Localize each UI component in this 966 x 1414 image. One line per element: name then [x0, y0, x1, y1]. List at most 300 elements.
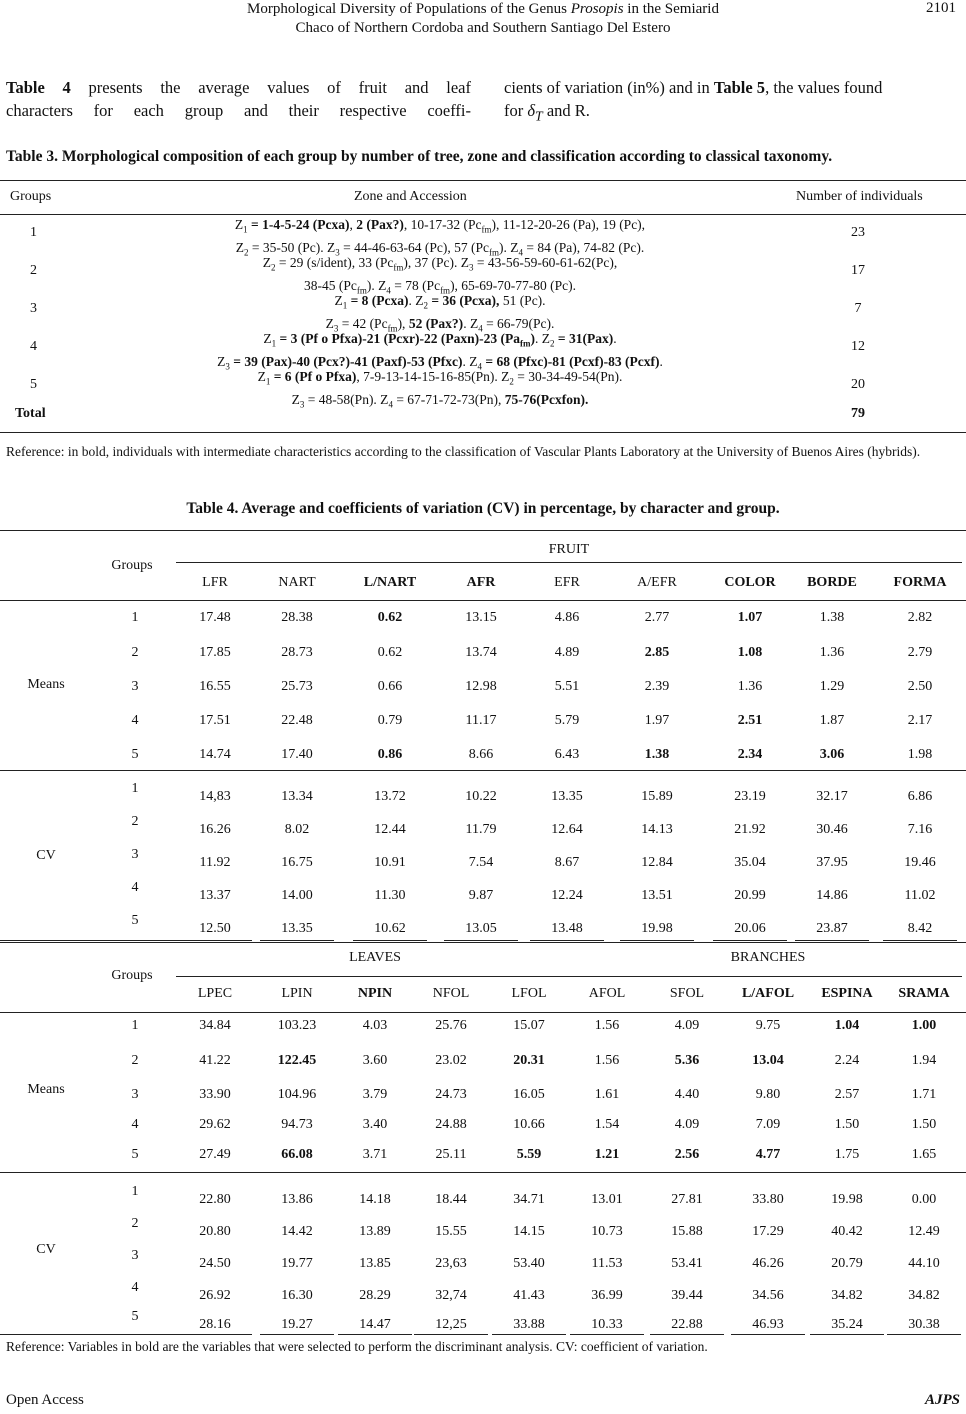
- zone-segment: 38-45 (Pc: [303, 277, 357, 293]
- table4-bottom-rule-segment: [713, 940, 787, 941]
- table4-col-header: EFR: [554, 575, 580, 590]
- table3-header-zone: Zone and Accession: [354, 189, 467, 204]
- table4-leaves: [0, 942, 966, 1334]
- table4-bottom-rule-segment: [0, 1334, 252, 1335]
- intro-right-column: [504, 76, 962, 127]
- table4-cv-cell: 23,63: [435, 1256, 467, 1271]
- table4-mean-cell: 6.43: [554, 747, 580, 762]
- table4-group-number: 5: [131, 1309, 139, 1324]
- zone-segment: = 84 (Pa), 74-82 (Pc).: [523, 239, 645, 255]
- table4-bottom-rule-segment: [414, 1334, 488, 1335]
- page-number: 2101: [926, 0, 956, 16]
- table4-cv-cell: 19.98: [641, 921, 673, 936]
- table4-mean-cell: 103.23: [277, 1018, 317, 1033]
- table4-group-number: 3: [131, 1248, 139, 1263]
- table4-col-header: L/AFOL: [741, 986, 795, 1001]
- table4-cv-cell: 13.85: [359, 1256, 391, 1271]
- zone-segment: Z: [234, 217, 244, 232]
- table4-header-rule: [0, 1012, 966, 1013]
- table4-cv-cell: 19.98: [831, 1192, 863, 1207]
- table4-cv-cell: 14.13: [641, 822, 673, 837]
- table4-mean-cell: 0.62: [377, 610, 403, 625]
- table4-group-number: 4: [131, 1280, 139, 1295]
- table4-mean-cell: 3.60: [362, 1053, 388, 1068]
- table3-zone-line: [80, 368, 800, 391]
- table4-cv-cell: 19.27: [281, 1317, 313, 1332]
- zone-segment: . Z: [535, 331, 551, 346]
- zone-subscript: 4: [478, 323, 483, 334]
- table4-leaves-section: LEAVES: [349, 950, 401, 965]
- table4-mean-cell: 4.09: [674, 1117, 700, 1132]
- table4-mean-cell: 28.73: [281, 645, 313, 660]
- table4-cv-cell: 46.93: [752, 1317, 784, 1332]
- table4-cv-cell: 13.51: [641, 888, 673, 903]
- zone-subscript: 3: [299, 399, 305, 410]
- table4-cv-cell: 8.67: [554, 855, 580, 870]
- zone-segment: Z: [262, 255, 272, 270]
- running-title-line1: Morphological Diversity of Populations of the Genus Prosopis in the Semiarid: [247, 1, 719, 17]
- table4-cv-cell: 9.87: [468, 888, 494, 903]
- table4-mean-cell: 0.62: [377, 645, 403, 660]
- table4-mean-cell: 17.48: [199, 610, 231, 625]
- table4-mean-cell: 2.39: [644, 679, 670, 694]
- table4-mean-cell: 27.49: [199, 1147, 231, 1162]
- zone-subscript: 2: [550, 338, 555, 349]
- table4-mean-cell: 28.38: [281, 610, 313, 625]
- table4-cv-cell: 19.46: [904, 855, 936, 870]
- table4-cv-cell: 34.82: [908, 1288, 940, 1303]
- table4-col-header: LPEC: [197, 986, 233, 1001]
- table4-col-header: AFOL: [588, 986, 626, 1001]
- zone-segment: = 67-71-72-73(Pn),: [392, 391, 505, 407]
- table4-group-number: 5: [131, 913, 139, 928]
- table4-cv-cell: 12.49: [908, 1224, 940, 1239]
- table4-cv-cell: 16.30: [281, 1288, 313, 1303]
- table4-group-number: 2: [131, 645, 139, 660]
- zone-bold-segment: 52 (Pax?): [408, 315, 464, 331]
- table3-zone-accession: [80, 368, 800, 413]
- table4-bottom-rule-segment: [887, 1334, 961, 1335]
- table4-mean-cell: 1.08: [737, 645, 763, 660]
- zone-segment: = 66-79(Pc).: [482, 315, 555, 331]
- table3-group-number: 5: [30, 377, 37, 392]
- table4-mean-cell: 1.38: [644, 747, 670, 762]
- table4-cv-cell: 34.71: [513, 1192, 545, 1207]
- table4-bottom-rule-segment: [444, 940, 518, 941]
- zone-subscript: fm: [387, 323, 398, 334]
- table4-mean-cell: 5.51: [554, 679, 580, 694]
- table4-cv-cell: 12.24: [551, 888, 583, 903]
- table4-fruit: [0, 530, 966, 942]
- table4-mean-cell: 8.66: [468, 747, 494, 762]
- table4-cv-cell: 15.88: [671, 1224, 703, 1239]
- table4-cv-cell: 13.35: [281, 921, 313, 936]
- table4-cv-cell: 36.99: [591, 1288, 623, 1303]
- table3-group-number: 2: [30, 263, 37, 278]
- table4-cv-cell: 16.75: [281, 855, 313, 870]
- table4-mean-cell: 29.62: [199, 1117, 231, 1132]
- running-title-line2: Chaco of Northern Cordoba and Southern Santiago Del Estero: [295, 20, 671, 36]
- zone-segment: Z: [217, 353, 226, 369]
- table4-col-header: BORDE: [807, 575, 857, 590]
- table4-cv-cell: 44.10: [908, 1256, 940, 1271]
- table4-mean-cell: 17.85: [199, 645, 231, 660]
- table4-mean-cell: 1.04: [834, 1018, 860, 1033]
- table4-mean-cell: 1.97: [644, 713, 670, 728]
- table3-zone-line: [80, 254, 800, 277]
- table4-cv-cell: 35.04: [734, 855, 766, 870]
- table4-cv-cell: 13.05: [465, 921, 497, 936]
- table3-caption: Table 3. Morphological composition of each group by number of tree, zone and classification according to classical taxonomy.: [6, 148, 833, 165]
- zone-bold-segment: ): [530, 331, 536, 346]
- table4-mean-cell: 4.86: [554, 610, 580, 625]
- table4-cv-cell: 12.50: [199, 921, 231, 936]
- table3-reference: Reference: in bold, individuals with intermediate characteristics according to the classification of Vascular Plants Laboratory at the University of Buenos Aires (hybrids).: [6, 444, 921, 459]
- table4-group-number: 4: [131, 1117, 139, 1132]
- zone-segment: ), 11-12-20-26 (Pa), 19 (Pc),: [491, 217, 646, 232]
- zone-subscript: fm: [356, 285, 367, 296]
- table4-group-number: 1: [131, 1018, 139, 1033]
- table4-mean-cell: 1.07: [737, 610, 763, 625]
- zone-subscript: fm: [520, 338, 531, 349]
- table3-zone-line: [80, 292, 800, 315]
- table4-bottom-rule-segment: [570, 1334, 644, 1335]
- table4-cv-cell: 20.80: [199, 1224, 231, 1239]
- table4-mean-cell: 122.45: [277, 1053, 317, 1068]
- table4-mean-cell: 2.82: [907, 610, 933, 625]
- table4-cv-cell: 10.22: [465, 789, 497, 804]
- table4-cv-cell: 26.92: [199, 1288, 231, 1303]
- table4-cv-cell: 11.92: [199, 855, 231, 870]
- table4-col-header: SFOL: [669, 986, 705, 1001]
- table4-mean-cell: 9.80: [755, 1087, 781, 1102]
- table4-group-number: 4: [131, 713, 139, 728]
- table4-mean-cell: 13.04: [752, 1053, 784, 1068]
- table4-fruit-section: FRUIT: [548, 542, 590, 557]
- zone-subscript: 3: [335, 247, 340, 258]
- zone-segment: Z: [235, 239, 244, 255]
- zone-subscript: 4: [386, 285, 391, 296]
- table3-individuals: 23: [851, 225, 865, 240]
- table3-zone-line: [80, 330, 800, 353]
- zone-segment: ), 37 (Pc). Z: [403, 255, 469, 270]
- table4-cv-cell: 28.16: [199, 1317, 231, 1332]
- table4-cv-cell: 34.56: [752, 1288, 784, 1303]
- zone-segment: Z: [263, 331, 272, 346]
- zone-segment: 51 (Pc).: [499, 293, 546, 308]
- table4-mean-cell: 2.77: [644, 610, 670, 625]
- table4-bottom-rule-segment: [353, 940, 427, 941]
- table4-mean-cell: 1.71: [911, 1087, 937, 1102]
- table3-individuals: 17: [851, 263, 865, 278]
- table4-cv-cell: 20.79: [831, 1256, 863, 1271]
- table4-bottom-rule-segment: [810, 1334, 884, 1335]
- table4-header-rule: [0, 600, 966, 601]
- table3-zone-line: [80, 216, 800, 239]
- table4-mean-cell: 5.36: [674, 1053, 700, 1068]
- table4-mean-cell: 2.17: [907, 713, 933, 728]
- open-access-label: Open Access: [6, 1392, 84, 1408]
- table4-cv-cell: 27.81: [671, 1192, 703, 1207]
- zone-bold-segment: = 3 (Pf o Pfxa)-21 (Pcxr)-22 (Paxn)-23 (Pa: [276, 331, 521, 346]
- table3-row: [0, 292, 966, 334]
- table4-group-number: 3: [131, 679, 139, 694]
- table4-cv-cell: 33.88: [513, 1317, 545, 1332]
- table4-cv-cell: 14.86: [816, 888, 848, 903]
- table4-mean-cell: 0.86: [377, 747, 403, 762]
- table4-groups-label: Groups: [111, 968, 153, 983]
- table4-mean-cell: 17.51: [199, 713, 231, 728]
- table4-mean-cell: 1.36: [737, 679, 763, 694]
- table4-mean-cell: 2.56: [674, 1147, 700, 1162]
- table4-mean-cell: 25.76: [435, 1018, 467, 1033]
- zone-subscript: 1: [271, 338, 277, 349]
- table4-bottom-rule-segment: [338, 1334, 412, 1335]
- table4-mean-cell: 20.31: [513, 1053, 545, 1068]
- table4-mean-cell: 11.17: [465, 713, 497, 728]
- table4-means-label: Means: [27, 1082, 65, 1097]
- table4-cv-cell: 34.82: [831, 1288, 863, 1303]
- zone-segment: .: [613, 331, 617, 346]
- table4-cv-cell: 13.35: [551, 789, 583, 804]
- table3-total-label: Total: [15, 406, 46, 421]
- table4-cv-cell: 13.01: [591, 1192, 623, 1207]
- table4-mean-cell: 23.02: [435, 1053, 467, 1068]
- intro-right-line1: cients of variation (in%) and in Table 5, the values found: [504, 78, 883, 97]
- zone-bold-segment: = 68 (Pfxc)-81 (Pcxf)-83 (Pcxf): [482, 353, 660, 369]
- table3-individuals: 20: [851, 377, 865, 392]
- table4-cv-cell: 14.42: [281, 1224, 313, 1239]
- table4-col-header: AFR: [466, 575, 496, 590]
- table4-mean-cell: 16.55: [199, 679, 231, 694]
- zone-bold-segment: = 31(Pax): [554, 331, 614, 346]
- table4-mean-cell: 41.22: [199, 1053, 231, 1068]
- table4-cv-cell: 14.47: [359, 1317, 391, 1332]
- table4-cv-cell: 14,83: [199, 789, 231, 804]
- table3-bottom-rule: [0, 432, 966, 433]
- zone-subscript: fm: [489, 247, 500, 258]
- zone-segment: . Z: [408, 293, 424, 308]
- table4-col-header: COLOR: [724, 575, 776, 590]
- table4-mean-cell: 1.29: [819, 679, 845, 694]
- intro-right-line2: for $\delta_T$ and R.: [504, 101, 590, 124]
- zone-segment: , 7-9-13-14-15-16-85(Pn). Z: [356, 369, 510, 384]
- table4-cv-cell: 13.48: [551, 921, 583, 936]
- table4-cv-cell: 8.02: [284, 822, 310, 837]
- table3-header-rule: [0, 214, 966, 215]
- table4-mean-cell: 2.34: [737, 747, 763, 762]
- table4-mean-cell: 2.85: [644, 645, 670, 660]
- table4-group-number: 2: [131, 1053, 139, 1068]
- zone-segment: = 35-50 (Pc). Z: [248, 239, 336, 255]
- table4-cv-cell: 7.16: [907, 822, 933, 837]
- table4-cv-cell: 12.84: [641, 855, 673, 870]
- table4-mean-cell: 1.50: [834, 1117, 860, 1132]
- intro-left-line2: characters for each group and their respective coeffi-: [6, 101, 471, 120]
- table4-group-number: 1: [131, 1184, 139, 1199]
- table4-bottom-rule-segment: [0, 940, 252, 941]
- table4-cv-cell: 0.00: [911, 1192, 937, 1207]
- table4-cv-cell: 12.44: [374, 822, 406, 837]
- table4-cv-cell: 40.42: [831, 1224, 863, 1239]
- zone-subscript: 2: [271, 262, 276, 273]
- table4-cv-cell: 11.30: [374, 888, 406, 903]
- table3-header-groups: Groups: [10, 189, 52, 204]
- zone-segment: = 48-58(Pn). Z: [304, 391, 389, 407]
- table4-group-number: 1: [131, 781, 139, 796]
- table4-mean-cell: 33.90: [199, 1087, 231, 1102]
- table4-mean-cell: 2.50: [907, 679, 933, 694]
- table4-cv-cell: 14.15: [513, 1224, 545, 1239]
- table4-mean-cell: 24.88: [435, 1117, 467, 1132]
- table4-col-header: LFR: [202, 575, 228, 590]
- table3-top-rule: [0, 180, 966, 181]
- table4-mean-cell: 1.54: [594, 1117, 620, 1132]
- table4-group-number: 2: [131, 814, 139, 829]
- running-header: [0, 0, 966, 40]
- zone-subscript: fm: [393, 262, 404, 273]
- table4-reference: Reference: Variables in bold are the variables that were selected to perform the discriminant analysis. CV: coefficient of variation.: [6, 1339, 708, 1354]
- table4-cv-cell: 23.19: [734, 789, 766, 804]
- table4-cv-cell: 14.00: [281, 888, 313, 903]
- table4-cv-cell: 22.88: [671, 1317, 703, 1332]
- table4-mean-cell: 3.71: [362, 1147, 388, 1162]
- table4-cv-cell: 16.26: [199, 822, 231, 837]
- table4-mean-cell: 1.61: [594, 1087, 620, 1102]
- table4-cv-cell: 20.06: [734, 921, 766, 936]
- zone-segment: ). Z: [499, 239, 519, 255]
- table4-mean-cell: 13.74: [465, 645, 497, 660]
- table4-group-number: 3: [131, 1087, 139, 1102]
- table4-mean-cell: 1.56: [594, 1018, 620, 1033]
- zone-subscript: 1: [265, 376, 271, 387]
- zone-bold-segment: = 8 (Pcxa): [347, 293, 409, 308]
- table4-mean-cell: 66.08: [281, 1147, 313, 1162]
- table4-cv-cell: 19.77: [281, 1256, 313, 1271]
- table4-mean-cell: 104.96: [277, 1087, 317, 1102]
- table4-cv-cell: 13.34: [281, 789, 313, 804]
- table4-cv-cell: 10.91: [374, 855, 406, 870]
- table3-individuals: 12: [851, 339, 865, 354]
- table4-mean-cell: 7.09: [755, 1117, 781, 1132]
- zone-subscript: 4: [518, 247, 524, 258]
- table4-caption: Table 4. Average and coefficients of variation (CV) in percentage, by character and group.: [186, 500, 780, 517]
- table4-mean-cell: 1.00: [911, 1018, 937, 1033]
- table3-group-number: 1: [30, 225, 37, 240]
- table4-cv-cell: 30.46: [816, 822, 848, 837]
- table4-mean-cell: 12.98: [465, 679, 497, 694]
- table4-cv-cell: 28.29: [359, 1288, 391, 1303]
- table4-cv-cell: 13.37: [199, 888, 231, 903]
- table3-row: [0, 330, 966, 372]
- table4-col-header: SRAMA: [898, 986, 950, 1001]
- zone-segment: .: [659, 353, 663, 369]
- table4-col-header: LPIN: [281, 986, 313, 1001]
- table4-col-header: A/EFR: [637, 575, 677, 590]
- table3-row: [0, 254, 966, 296]
- zone-subscript: fm: [440, 285, 451, 296]
- zone-segment: ,: [349, 217, 357, 232]
- table4-section-top-rule: [0, 530, 966, 531]
- table3-individuals: 7: [854, 301, 862, 316]
- table4-cv-cell: 6.86: [907, 789, 933, 804]
- zone-subscript: 3: [225, 361, 230, 372]
- zone-segment: ). Z: [366, 277, 387, 293]
- table3-row: [0, 368, 966, 410]
- table4-cv-cell: 24.50: [199, 1256, 231, 1271]
- table4-cv-cell: 10.73: [591, 1224, 623, 1239]
- zone-segment: ), 65-69-70-77-80 (Pc).: [450, 277, 577, 293]
- table4-mean-cell: 5.59: [516, 1147, 542, 1162]
- table4-cv-cell: 12.64: [551, 822, 583, 837]
- table4-bottom-rule-segment: [492, 1334, 566, 1335]
- table4-mean-cell: 16.05: [513, 1087, 545, 1102]
- table4-group-number: 5: [131, 1147, 139, 1162]
- table4-cv-cell: 14.18: [359, 1192, 391, 1207]
- table4-cv-cell: 11.79: [465, 822, 497, 837]
- table4-cv-cell: 32.17: [816, 789, 848, 804]
- table4-cv-cell: 15.55: [435, 1224, 467, 1239]
- table4-cv-cell: 33.80: [752, 1192, 784, 1207]
- table4-bottom-rule-segment: [620, 940, 694, 941]
- zone-bold-segment: = 39 (Pax)-40 (Pcx?)-41 (Paxf)-53 (Pfxc): [229, 353, 463, 369]
- table3-group-number: 3: [30, 301, 37, 316]
- table4-cv-cell: 10.33: [591, 1317, 623, 1332]
- table4-cv-cell: 32,74: [435, 1288, 467, 1303]
- table4-mean-cell: 15.07: [513, 1018, 545, 1033]
- zone-subscript: 1: [342, 300, 348, 311]
- table4-mean-cell: 1.56: [594, 1053, 620, 1068]
- zone-bold-segment: = 36 (Pcxa),: [428, 293, 500, 308]
- table3-zone-line: [80, 391, 800, 414]
- table4-mean-cell: 4.77: [755, 1147, 781, 1162]
- table4-mean-cell: 1.94: [911, 1053, 937, 1068]
- zone-subscript: 4: [388, 399, 393, 410]
- table4-mean-cell: 1.65: [911, 1147, 937, 1162]
- zone-subscript: 2: [509, 376, 514, 387]
- zone-bold-segment: = 6 (Pf o Pfxa): [270, 369, 357, 384]
- table4-mean-cell: 17.40: [281, 747, 313, 762]
- table4-mean-cell: 2.24: [834, 1053, 860, 1068]
- table4-cv-cell: 11.53: [591, 1256, 623, 1271]
- table4-means-label: Means: [27, 677, 65, 692]
- table3-row: [0, 216, 966, 258]
- table4-mean-cell: 34.84: [199, 1018, 231, 1033]
- table3-group-number: 4: [30, 339, 37, 354]
- table4-group-number: 1: [131, 610, 139, 625]
- table4-cv-cell: 7.54: [468, 855, 494, 870]
- table4-bottom-rule-segment: [260, 940, 334, 941]
- zone-subscript: fm: [481, 224, 492, 235]
- zone-subscript: 1: [243, 224, 248, 235]
- table4-mean-cell: 1.87: [819, 713, 845, 728]
- table4-mean-cell: 4.40: [674, 1087, 700, 1102]
- table4-mean-cell: 0.79: [377, 713, 403, 728]
- table4-col-header: L/NART: [363, 575, 417, 590]
- table4-mean-cell: 94.73: [281, 1117, 313, 1132]
- table4-bottom-rule-segment: [795, 940, 869, 941]
- table4-cv-cell: 13.89: [359, 1224, 391, 1239]
- table4-means-rule: [0, 770, 966, 771]
- table4-cv-cell: 8.42: [907, 921, 933, 936]
- table4-mean-cell: 1.50: [911, 1117, 937, 1132]
- zone-segment: Z: [334, 293, 343, 308]
- table3-header-number: Number of individuals: [796, 189, 923, 204]
- table4-mean-cell: 14.74: [199, 747, 231, 762]
- table4-mean-cell: 25.11: [435, 1147, 467, 1162]
- table4-group-number: 4: [131, 880, 139, 895]
- table4-cv-cell: 15.89: [641, 789, 673, 804]
